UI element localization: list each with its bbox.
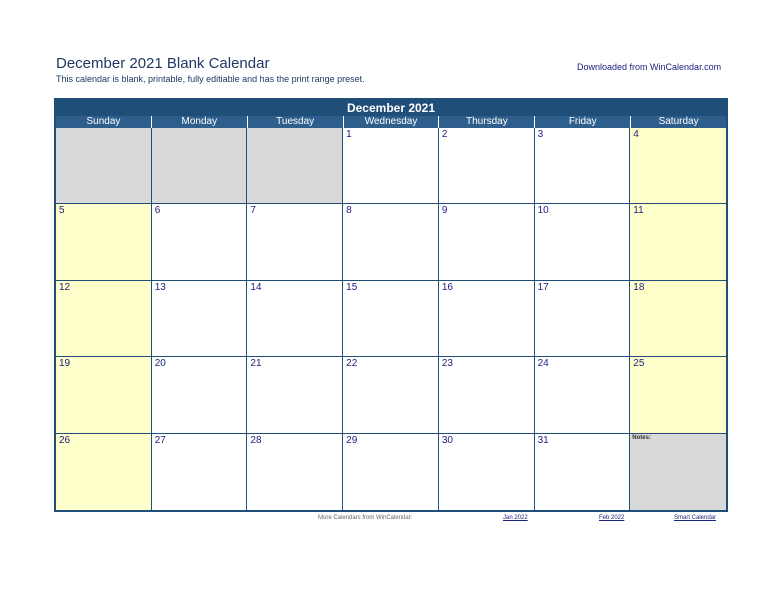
day-cell-weekend[interactable]	[630, 204, 726, 280]
day-cell[interactable]	[535, 128, 631, 204]
day-number: 19	[59, 358, 71, 370]
day-number: 30	[441, 434, 453, 446]
day-number: 4	[633, 129, 639, 140]
day-number: 21	[250, 358, 262, 370]
day-cell[interactable]	[343, 357, 439, 433]
day-number: 3	[537, 129, 544, 140]
day-number: 10	[537, 205, 549, 217]
day-number: 25	[633, 358, 645, 370]
day-number: 17	[537, 281, 549, 293]
weekday-saturday: Saturday	[630, 116, 726, 128]
day-cell-weekend[interactable]	[56, 281, 152, 357]
day-number: 6	[154, 205, 161, 217]
day-cell-weekend[interactable]	[56, 434, 152, 510]
day-cell[interactable]	[247, 357, 343, 433]
day-number: 15	[346, 281, 358, 293]
weekday-wednesday: Wednesday	[343, 116, 439, 128]
day-cell[interactable]	[247, 434, 343, 510]
weekday-thursday: Thursday	[438, 116, 534, 128]
day-cell[interactable]	[439, 434, 535, 510]
day-cell-weekend[interactable]	[630, 357, 726, 433]
day-number: 11	[633, 205, 644, 217]
day-cell[interactable]	[343, 281, 439, 357]
day-cell[interactable]	[343, 128, 439, 204]
day-number: 13	[154, 281, 166, 293]
wincalendar-download-link[interactable]: Downloaded from WinCalendar.com	[577, 62, 722, 72]
day-cell[interactable]	[343, 434, 439, 510]
calendar-grid	[54, 98, 728, 512]
notes-cell[interactable]	[630, 434, 726, 510]
calendar-title: December 2021 Blank Calendar	[56, 55, 270, 72]
day-cell[interactable]	[152, 204, 248, 280]
day-number: 12	[59, 281, 71, 293]
day-number: 31	[537, 434, 549, 446]
day-cell-weekend[interactable]	[56, 357, 152, 433]
day-number: 22	[346, 358, 358, 370]
day-number: 29	[346, 434, 358, 446]
day-cell[interactable]	[439, 204, 535, 280]
day-cell[interactable]	[439, 357, 535, 433]
day-number: 16	[441, 281, 453, 293]
day-cell-weekend[interactable]	[630, 281, 726, 357]
day-cell[interactable]	[535, 357, 631, 433]
day-cell[interactable]	[152, 434, 248, 510]
day-cell-empty	[56, 128, 152, 204]
day-cell-empty	[152, 128, 248, 204]
weekday-tuesday: Tuesday	[247, 116, 343, 128]
day-cell-empty	[247, 128, 343, 204]
weekday-header-row	[56, 116, 726, 128]
day-cell[interactable]	[247, 281, 343, 357]
day-number: 26	[59, 434, 71, 446]
day-number: 23	[441, 358, 453, 370]
day-number: 8	[346, 205, 352, 217]
day-number: 14	[250, 281, 262, 293]
day-cell[interactable]	[535, 281, 631, 357]
day-number: 28	[250, 434, 262, 446]
weekday-monday: Monday	[151, 116, 247, 128]
day-cell[interactable]	[343, 204, 439, 280]
day-number: 5	[59, 205, 65, 217]
day-number: 18	[633, 281, 645, 293]
calendar-subtitle: This calendar is blank, printable, fully editiable and has the print range preset.	[56, 74, 365, 84]
more-calendars-text: More Calendars from WinCalendar:	[318, 515, 413, 521]
weekday-sunday: Sunday	[56, 116, 151, 128]
notes-label: Notes:	[632, 434, 651, 441]
feb-2022-link[interactable]: Feb 2022	[599, 515, 625, 521]
day-number: 24	[537, 358, 549, 370]
smart-calendar-link[interactable]: Smart Calendar	[674, 515, 717, 521]
day-cell[interactable]	[535, 204, 631, 280]
day-number: 27	[154, 434, 166, 446]
day-cell[interactable]	[247, 204, 343, 280]
day-cell-weekend[interactable]	[56, 204, 152, 280]
day-number: 20	[154, 358, 166, 370]
day-number: 9	[441, 205, 448, 217]
day-number: 2	[441, 129, 448, 140]
day-cell-weekend[interactable]	[630, 128, 726, 204]
day-cell[interactable]	[152, 281, 248, 357]
day-cell[interactable]	[439, 281, 535, 357]
day-cell[interactable]	[535, 434, 631, 510]
day-cell[interactable]	[439, 128, 535, 204]
day-cell[interactable]	[152, 357, 248, 433]
day-number: 7	[250, 205, 256, 217]
month-title-bar: December 2021	[56, 100, 726, 116]
day-grid	[56, 128, 726, 510]
jan-2022-link[interactable]: Jan 2022	[503, 515, 528, 521]
weekday-friday: Friday	[534, 116, 630, 128]
day-number: 1	[346, 129, 352, 140]
